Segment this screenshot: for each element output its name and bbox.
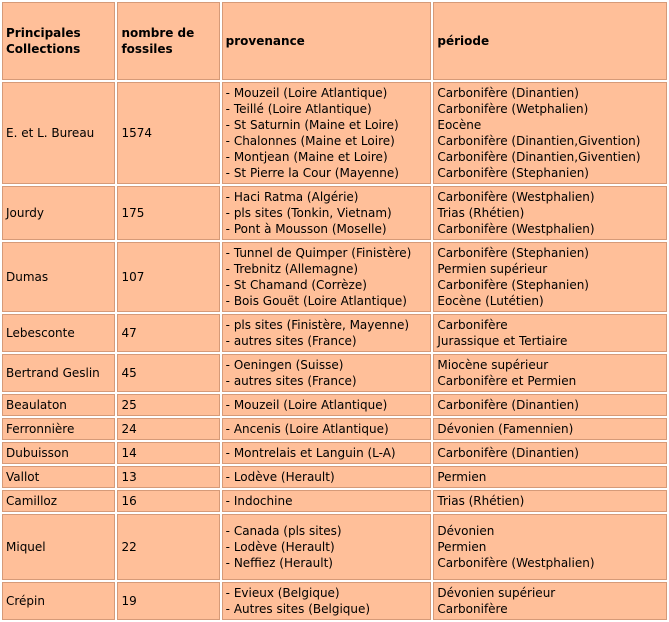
periode-line: Jurassique et Tertiaire (437, 334, 568, 348)
periode-line: Carbonifère (Dinantien,Giventien) (437, 150, 641, 164)
header-collections: Principales Collections (2, 2, 115, 80)
cell-count: 25 (117, 394, 219, 416)
periode-line: Dévonien supérieur (437, 586, 556, 600)
periode-line: Carbonifère (Stephanien) (437, 166, 589, 180)
provenance-line: - Teillé (Loire Atlantique) (225, 102, 372, 116)
cell-collection: Dubuisson (2, 442, 115, 464)
table-row (2, 354, 667, 392)
periode-line: Dévonien (Famennien) (437, 422, 574, 436)
table-row (2, 186, 667, 240)
provenance-line: - Indochine (225, 494, 293, 508)
provenance-line: - St Pierre la Cour (Mayenne) (225, 166, 399, 180)
table-row (2, 442, 667, 464)
periode-line: Eocène (437, 118, 482, 132)
periode-line: Eocène (Lutétien) (437, 294, 544, 308)
provenance-line: - Neffiez (Herault) (225, 556, 333, 570)
cell-count: 175 (117, 186, 219, 240)
provenance-line: - Ancenis (Loire Atlantique) (225, 422, 389, 436)
cell-count: 45 (117, 354, 219, 392)
periode-line: Carbonifère (Wetphalien) (437, 102, 589, 116)
provenance-line: - Haci Ratma (Algérie) (225, 190, 359, 204)
table-row (2, 82, 667, 184)
provenance-line: - Evieux (Belgique) (225, 586, 340, 600)
cell-provenance (222, 354, 432, 392)
cell-periode (433, 490, 667, 512)
cell-count: 47 (117, 314, 219, 352)
periode-line: Carbonifère et Permien (437, 374, 577, 388)
periode-line: Trias (Rhétien) (437, 206, 525, 220)
cell-count: 19 (117, 582, 219, 620)
cell-count: 14 (117, 442, 219, 464)
cell-periode (433, 582, 667, 620)
cell-provenance (222, 186, 432, 240)
table-body (2, 82, 667, 620)
cell-collection: Vallot (2, 466, 115, 488)
periode-line: Carbonifère (Westphalien) (437, 556, 595, 570)
periode-line: Carbonifère (Stephanien) (437, 246, 589, 260)
provenance-line: - autres sites (France) (225, 334, 357, 348)
cell-collection: E. et L. Bureau (2, 82, 115, 184)
periode-line: Carbonifère (437, 318, 508, 332)
provenance-line: - Lodève (Herault) (225, 470, 335, 484)
periode-line: Permien supérieur (437, 262, 548, 276)
provenance-line: - Tunnel de Quimper (Finistère) (225, 246, 412, 260)
header-row (2, 2, 667, 80)
provenance-line: - Mouzeil (Loire Atlantique) (225, 398, 388, 412)
cell-collection: Dumas (2, 242, 115, 312)
cell-periode (433, 442, 667, 464)
cell-collection: Jourdy (2, 186, 115, 240)
periode-line: Dévonien (437, 524, 495, 538)
cell-count: 16 (117, 490, 219, 512)
cell-periode (433, 466, 667, 488)
cell-count: 107 (117, 242, 219, 312)
cell-count: 1574 (117, 82, 219, 184)
provenance-line: - St Chamand (Corrèze) (225, 278, 367, 292)
provenance-line: - St Saturnin (Maine et Loire) (225, 118, 399, 132)
periode-line: Carbonifère (Dinantien) (437, 446, 579, 460)
provenance-line: - Trebnitz (Allemagne) (225, 262, 359, 276)
header-provenance: provenance (222, 2, 432, 80)
cell-periode (433, 418, 667, 440)
periode-line: Carbonifère (Dinantien) (437, 398, 579, 412)
table-row (2, 582, 667, 620)
cell-periode (433, 242, 667, 312)
provenance-line: - Canada (pls sites) (225, 524, 342, 538)
cell-collection: Beaulaton (2, 394, 115, 416)
provenance-line: - Mouzeil (Loire Atlantique) (225, 86, 388, 100)
cell-provenance (222, 442, 432, 464)
cell-provenance (222, 490, 432, 512)
cell-count: 24 (117, 418, 219, 440)
provenance-line: - Autres sites (Belgique) (225, 602, 371, 616)
periode-line: Carbonifère (Dinantien,Givention) (437, 134, 641, 148)
table-row (2, 490, 667, 512)
cell-provenance (222, 514, 432, 580)
cell-provenance (222, 466, 432, 488)
cell-periode (433, 186, 667, 240)
table-row (2, 314, 667, 352)
periode-line: Carbonifère (Westphalien) (437, 190, 595, 204)
provenance-line: - Pont à Mousson (Moselle) (225, 222, 387, 236)
table-row (2, 514, 667, 580)
cell-provenance (222, 242, 432, 312)
provenance-line: - autres sites (France) (225, 374, 357, 388)
cell-collection: Ferronnière (2, 418, 115, 440)
periode-line: Trias (Rhétien) (437, 494, 525, 508)
provenance-line: - pls sites (Tonkin, Vietnam) (225, 206, 392, 220)
table-row (2, 466, 667, 488)
cell-periode (433, 354, 667, 392)
provenance-line: - Oeningen (Suisse) (225, 358, 344, 372)
cell-provenance (222, 418, 432, 440)
cell-count: 22 (117, 514, 219, 580)
periode-line: Carbonifère (437, 602, 508, 616)
periode-line: Carbonifère (Westphalien) (437, 222, 595, 236)
header-count: nombre de fossiles (117, 2, 219, 80)
periode-line: Carbonifère (Dinantien) (437, 86, 579, 100)
table-row (2, 242, 667, 312)
cell-periode (433, 394, 667, 416)
cell-periode (433, 82, 667, 184)
cell-provenance (222, 582, 432, 620)
cell-collection: Miquel (2, 514, 115, 580)
cell-count: 13 (117, 466, 219, 488)
provenance-line: - Lodève (Herault) (225, 540, 335, 554)
table-row (2, 394, 667, 416)
provenance-line: - Montjean (Maine et Loire) (225, 150, 388, 164)
periode-line: Permien (437, 470, 487, 484)
provenance-line: - Chalonnes (Maine et Loire) (225, 134, 395, 148)
periode-line: Carbonifère (Stephanien) (437, 278, 589, 292)
periode-line: Permien (437, 540, 487, 554)
cell-provenance (222, 394, 432, 416)
cell-periode (433, 514, 667, 580)
cell-provenance (222, 314, 432, 352)
cell-periode (433, 314, 667, 352)
header-periode: période (433, 2, 667, 80)
cell-collection: Camilloz (2, 490, 115, 512)
provenance-line: - Montrelais et Languin (L-A) (225, 446, 396, 460)
provenance-line: - pls sites (Finistère, Mayenne) (225, 318, 410, 332)
cell-provenance (222, 82, 432, 184)
provenance-line: - Bois Gouët (Loire Atlantique) (225, 294, 407, 308)
cell-collection: Crépin (2, 582, 115, 620)
cell-collection: Lebesconte (2, 314, 115, 352)
cell-collection: Bertrand Geslin (2, 354, 115, 392)
table-row (2, 418, 667, 440)
periode-line: Miocène supérieur (437, 358, 549, 372)
